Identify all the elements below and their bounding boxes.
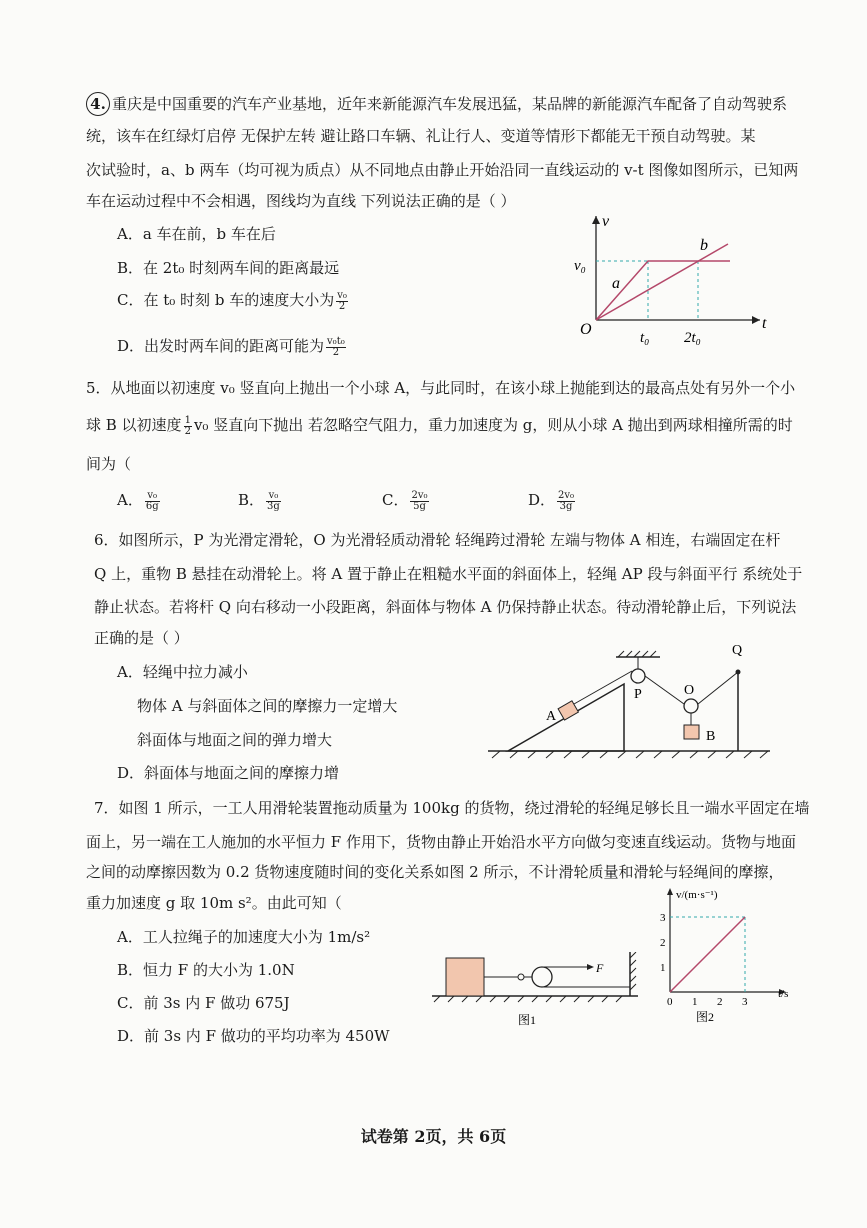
- q7-y-tick-2: 2: [660, 937, 666, 949]
- q7-x-tick-1: 1: [692, 996, 698, 1008]
- q4-v0-label: v₀: [574, 258, 586, 274]
- q5-option-c: C． $\frac{\text{2v₀}}{5g}$: [382, 489, 428, 512]
- q7-y-tick-3: 3: [660, 912, 666, 924]
- q6-line2: Q 上，重物 B 悬挂在动滑轮上。将 A 置于静止在粗糙水平面的斜面体上，轻绳 AP 段与斜面平行 系统处于: [94, 565, 803, 583]
- q7-option-b: B．恒力 F 的大小为 1.0N: [117, 961, 295, 979]
- q7-line4: 重力加速度 g 取 10m s²。由此可知（: [86, 894, 342, 912]
- q4-option-d: D．出发时两车间的距离可能为 $\frac{\text{v₀t₀}}{2}$: [117, 335, 345, 358]
- q4-t0-label: t₀: [640, 330, 650, 346]
- q7-pulley: [532, 967, 552, 987]
- page-footer: 试卷第 2页，共 6页: [360, 1127, 507, 1146]
- q4-line2: 统，该车在红绿灯启停 无保护左转 避让路口车辆、礼让行人、变道等情形下都能无干预自动驾驶。某: [86, 127, 756, 145]
- q7-x-tick-2: 2: [717, 996, 723, 1008]
- q6-label-q: Q: [732, 643, 743, 658]
- q6-line1: 6．如图所示，P 为光滑定滑轮，O 为光滑轻质动滑轮 轻绳跨过滑轮 左端与物体 A 相连，右端固定在杆: [94, 531, 781, 549]
- q5-line2: 球 B 以初速度 $\frac{1}{2}$ v₀ 竖直向下抛出 若忽略空气阻力，重力加速度为 g，则从小球 A 抛出到两球相撞所需的时: [86, 414, 793, 437]
- q7-x-tick-0: 0: [667, 996, 673, 1008]
- q7-figure-2-chart: [650, 880, 800, 1030]
- q7-cargo: [446, 958, 484, 996]
- q7-option-c: C．前 3s 内 F 做功 675J: [117, 994, 290, 1012]
- q6-label-o: O: [684, 683, 695, 698]
- q7-force-label: F: [596, 961, 604, 975]
- q6-pulley-figure: [488, 640, 773, 760]
- q6-pulley-o: [684, 699, 698, 713]
- q7-y-tick-1: 1: [660, 962, 666, 974]
- q6-line4: 正确的是（ ）: [94, 629, 189, 647]
- q4-a-label: a: [612, 275, 620, 292]
- q7-line3: 之间的动摩擦因数为 0.2 货物速度随时间的变化关系如图 2 所示，不计滑轮质量和滑轮与轻绳间的摩擦，: [86, 863, 784, 881]
- q7-line2: 面上，另一端在工人施加的水平恒力 F 作用下，货物由静止开始沿水平方向做匀变速直线运动。货物与地面: [86, 833, 796, 851]
- q5-option-a: A． $\frac{\text{v₀}}{6g}$: [117, 489, 159, 512]
- q6-line3: 静止状态。若将杆 Q 向右移动一小段距离，斜面体与物体 A 仍保持静止状态。待动滑轮静止后，下列说法: [94, 598, 797, 616]
- q4-option-c-fraction: $\frac{\text{v₀}}{2}$: [337, 289, 347, 312]
- q4-t-label: t: [762, 315, 767, 332]
- q5-line1: 5．从地面以初速度 v₀ 竖直向上抛出一个小球 A，与此同时，在该小球上抛能到达的最高点处有另外一个小: [86, 379, 796, 397]
- q4-line3: 次试验时，a、b 两车（均可视为质点）从不同地点由静止开始沿同一直线运动的 v-t 图像如图所示，已知两: [86, 161, 799, 179]
- q6-label-b: B: [706, 729, 716, 744]
- q6-option-d: D．斜面体与地面之间的摩擦力增: [117, 764, 340, 782]
- q7-figure-1: [430, 952, 646, 1030]
- q4-option-b: B．在 2t₀ 时刻两车间的距离最远: [117, 259, 340, 277]
- q4-line1: 4. 重庆是中国重要的汽车产业基地，近年来新能源汽车发展迅猛，某品牌的新能源汽车配备了自动驾驶系: [86, 92, 787, 116]
- q7-x-tick-3: 3: [742, 996, 748, 1008]
- q6-option-b: 物体 A 与斜面体之间的摩擦力一定增大: [137, 697, 398, 715]
- q6-option-a: A．轻绳中拉力减小: [117, 663, 248, 681]
- q5-half-fraction: $\frac{1}{2}$: [184, 414, 191, 437]
- q4-option-c: C．在 t₀ 时刻 b 车的速度大小为 $\frac{\text{v₀}}{2}$: [117, 289, 347, 312]
- q4-b-label: b: [700, 237, 708, 254]
- q7-option-d: D．前 3s 内 F 做功的平均功率为 450W: [117, 1027, 390, 1045]
- q6-pulley-p: [631, 669, 645, 683]
- q7-figure-1-caption: 图1: [518, 1013, 537, 1027]
- q4-option-a: A．a 车在前，b 车在后: [117, 225, 276, 243]
- q7-line1: 7．如图 1 所示，一工人用滑轮装置拖动质量为 100kg 的货物，绕过滑轮的轻绳足够长且一端水平固定在墙: [94, 799, 810, 817]
- q4-number: 4.: [86, 92, 110, 116]
- q6-block-b: [684, 725, 699, 739]
- q7-velocity-line: [670, 917, 745, 992]
- q5-option-d: D． $\frac{\text{2v₀}}{3g}$: [528, 489, 575, 512]
- q5-line3: 间为（: [86, 455, 132, 473]
- q6-label-p: P: [634, 687, 642, 702]
- q7-option-a: A．工人拉绳子的加速度大小为 1m/s²: [117, 928, 371, 946]
- q4-origin-label: O: [580, 321, 592, 338]
- q6-label-a: A: [546, 709, 557, 724]
- q6-option-c: 斜面体与地面之间的弹力增大: [137, 731, 333, 749]
- q5-option-b: B． $\frac{\text{v₀}}{3g}$: [238, 489, 280, 512]
- q7-y-label: v/(m·s⁻¹): [676, 889, 718, 901]
- q7-x-label: t/s: [778, 988, 789, 1000]
- q4-vt-graph: [560, 208, 780, 356]
- q4-option-d-fraction: $\frac{\text{v₀t₀}}{2}$: [327, 335, 345, 358]
- q4-v-label: v: [602, 213, 610, 230]
- q4-line4: 车在运动过程中不会相遇，图线均为直线 下列说法正确的是（ ）: [86, 192, 516, 210]
- q7-figure-2-caption: 图2: [696, 1010, 715, 1024]
- q4-2t0-label: 2t₀: [684, 330, 701, 346]
